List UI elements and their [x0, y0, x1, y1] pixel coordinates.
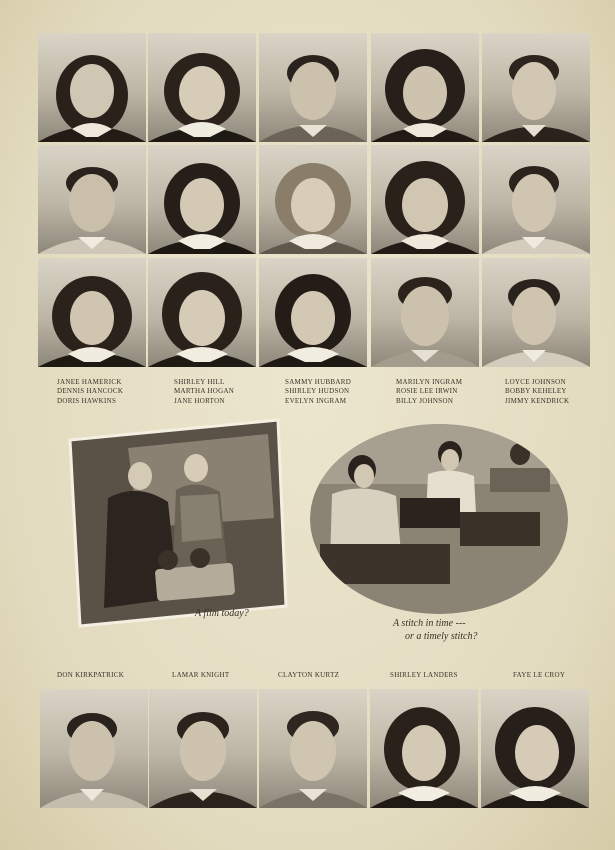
- portrait-photo: [148, 258, 256, 367]
- portrait-photo: [259, 258, 367, 367]
- portrait-photo: [259, 145, 367, 254]
- student-name: EVELYN INGRAM: [285, 396, 347, 405]
- student-name: SHIRLEY LANDERS: [390, 671, 458, 679]
- portrait-photo: [259, 33, 367, 142]
- portrait-photo: [371, 145, 479, 254]
- student-name: SHIRLEY HUDSON: [285, 387, 350, 396]
- portrait-photo: [370, 689, 478, 808]
- portrait-photo: [371, 258, 479, 367]
- portrait-photo: [371, 33, 479, 142]
- sewing-photo: [310, 424, 568, 614]
- name-column: [57, 378, 167, 406]
- student-name: BOBBY KEHELEY: [505, 387, 567, 396]
- portrait-photo: [148, 33, 256, 142]
- portrait-photo: [481, 689, 589, 808]
- name-column: [396, 378, 506, 406]
- name-column: [174, 378, 284, 406]
- film-photo: [68, 418, 288, 628]
- student-name: LOYCE JOHNSON: [505, 378, 566, 386]
- portrait-photo: [482, 33, 590, 142]
- film-caption: A film today?: [195, 608, 249, 619]
- portrait-photo: [259, 689, 367, 808]
- student-name: JIMMY KENDRICK: [505, 396, 570, 405]
- student-name: DON KIRKPATRICK: [57, 671, 125, 679]
- student-name: BILLY JOHNSON: [396, 396, 454, 405]
- student-name: SHIRLEY HILL: [174, 378, 225, 386]
- student-name: CLAYTON KURTZ: [278, 671, 340, 679]
- student-name: DENNIS HANCOCK: [57, 387, 124, 396]
- student-name: SAMMY HUBBARD: [285, 378, 352, 386]
- student-name: MARILYN INGRAM: [396, 378, 463, 386]
- portrait-photo: [148, 145, 256, 254]
- student-name: LAMAR KNIGHT: [172, 671, 230, 679]
- portrait-photo: [149, 689, 257, 808]
- student-name: DORIS HAWKINS: [57, 396, 117, 405]
- portrait-photo: [38, 258, 146, 367]
- student-name: ROSIE LEE IRWIN: [396, 387, 458, 396]
- portrait-photo: [482, 258, 590, 367]
- student-name: MARTHA HOGAN: [174, 387, 235, 396]
- portrait-photo: [38, 145, 146, 254]
- student-name: JANEE HAMERICK: [57, 378, 122, 386]
- stitch-caption-line2: or a timely stitch?: [405, 631, 478, 642]
- name-column: [285, 378, 395, 406]
- stitch-caption-line1: A stitch in time ---: [393, 618, 466, 629]
- student-name: JANE HORTON: [174, 396, 225, 405]
- portrait-photo: [482, 145, 590, 254]
- name-column: [505, 378, 615, 406]
- portrait-photo: [38, 33, 146, 142]
- student-name: FAYE LE CROY: [513, 671, 566, 679]
- portrait-photo: [40, 689, 148, 808]
